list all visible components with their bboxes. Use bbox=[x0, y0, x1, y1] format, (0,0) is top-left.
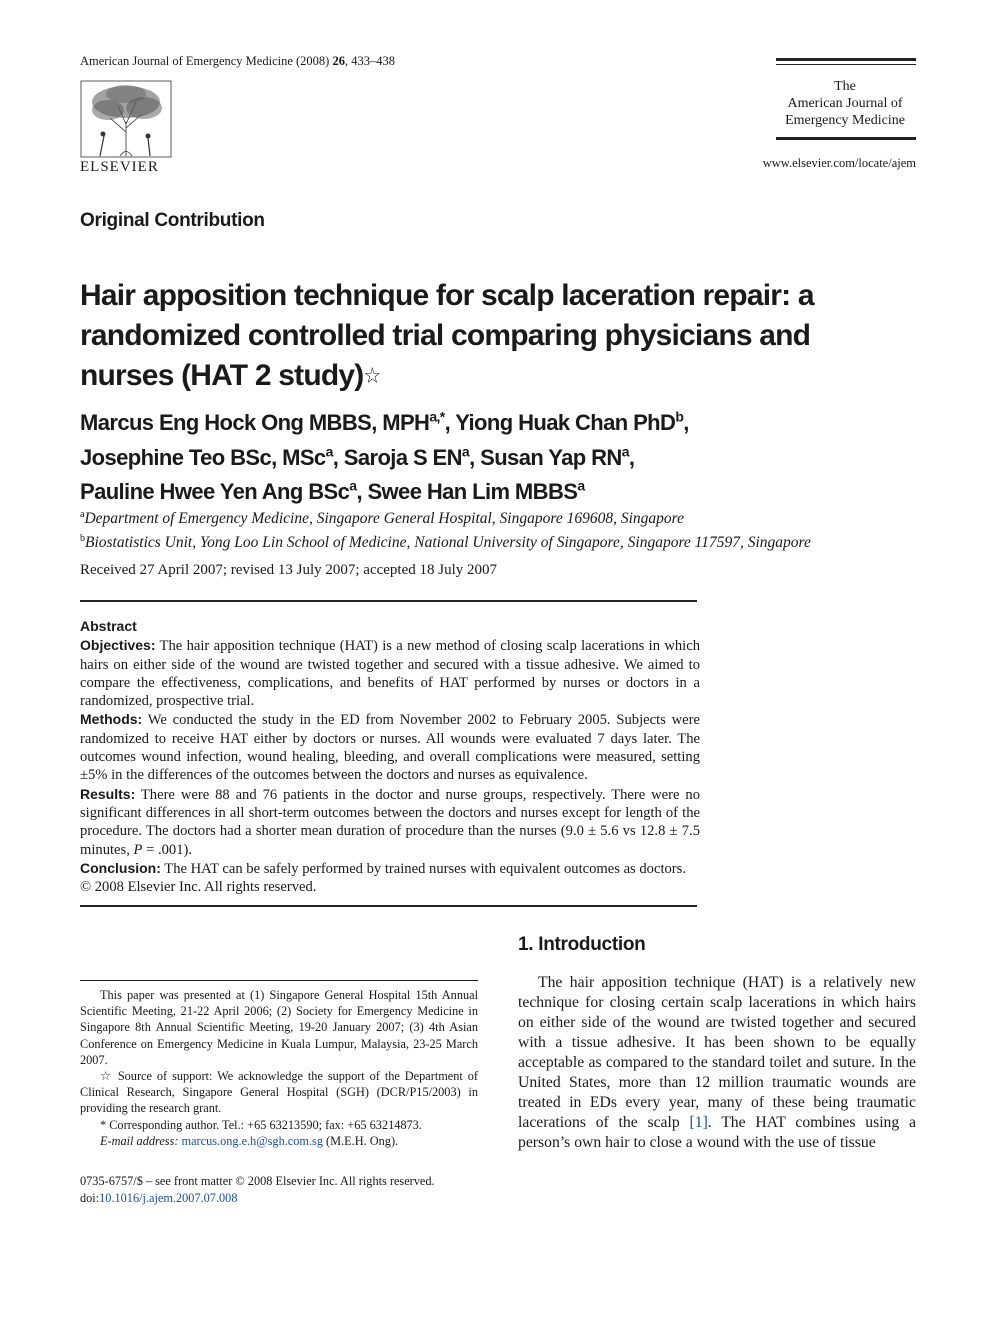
author: Yiong Huak Chan PhD$^b$, bbox=[455, 409, 689, 436]
article-title-text: Hair apposition technique for scalp laceration repair: a randomized controlled trial comparing physicians and nurses (HAT 2 study) bbox=[80, 279, 814, 392]
reference-link[interactable]: [1] bbox=[689, 1114, 708, 1131]
star-icon: ☆ bbox=[100, 1069, 113, 1084]
article-title bbox=[80, 276, 900, 396]
affiliation: $^a$Department of Emergency Medicine, Singapore General Hospital, Singapore 169608, Singapore bbox=[80, 509, 684, 528]
elsevier-tree-icon bbox=[80, 80, 172, 158]
footnotes bbox=[80, 980, 478, 1149]
header-rule bbox=[776, 64, 916, 65]
header-rule bbox=[776, 58, 916, 61]
author-affiliation-mark[interactable]: b bbox=[675, 409, 684, 425]
author-affiliation-mark[interactable]: a bbox=[325, 443, 333, 460]
journal-url[interactable]: www.elsevier.com/locate/ajem bbox=[762, 156, 916, 170]
author: Josephine Teo BSc, MSc$^a$, bbox=[80, 443, 344, 470]
elsevier-logo bbox=[80, 80, 172, 176]
title-footnote-star-icon[interactable]: ☆ bbox=[363, 363, 381, 388]
abstract bbox=[80, 617, 700, 896]
author-affiliation-mark[interactable]: a bbox=[577, 477, 585, 494]
article-type: Original Contribution bbox=[80, 210, 265, 231]
front-matter bbox=[80, 1173, 500, 1207]
journal-name: The American Journal of Emergency Medicine bbox=[785, 79, 905, 128]
author-affiliation-mark[interactable]: a bbox=[461, 443, 470, 460]
author-affiliation-mark[interactable]: a bbox=[349, 477, 357, 494]
abstract-rule bbox=[80, 905, 697, 907]
journal-citation bbox=[80, 54, 395, 69]
author-list bbox=[80, 403, 900, 506]
abstract-methods: Methods: We conducted the study in the ED from November 2002 to February 2005. Subjects were randomized to receive HAT either by doctors or nurses. All wounds were evaluated 7 days later. The outcomes wound infection, wound healing, bleeding, and overall complications were measured, setting ±5% in the differences of the outcomes between the doctors and nurses as equivalence. bbox=[80, 711, 700, 784]
issn-line: 0735-6757/$ – see front matter © 2008 Elsevier Inc. All rights reserved. bbox=[80, 1174, 435, 1188]
author-affiliation-mark[interactable]: a bbox=[621, 443, 629, 460]
footnote-support: ☆ Source of support: We acknowledge the support of the Department of Clinical Research, Singapore General Hospital (SGH) (DCR/P15/2003) in providing the research grant. bbox=[80, 1069, 478, 1116]
author: Pauline Hwee Yen Ang BSc$^a$, bbox=[80, 477, 368, 504]
footnote-presented: This paper was presented at (1) Singapore General Hospital 15th Annual Scientific Meeting, 21-22 April 2006; (2) Society for Emergency Medicine in Singapore 8th Annual Scientific Meeting, 19-20 January 2007; (3) 4th Asian Conference on Emergency Medicine in Kuala Lumpur, Malaysia, 23-25 March 2007. bbox=[80, 988, 478, 1067]
journal-pages: , 433–438 bbox=[344, 54, 395, 68]
journal-ref-prefix: American Journal of Emergency Medicine (2008) bbox=[80, 54, 333, 68]
email-link[interactable]: marcus.ong.e.h@sgh.com.sg bbox=[181, 1133, 323, 1148]
abstract-results: Results: There were 88 and 76 patients in the doctor and nurse groups, respectively. There were no significant differences in all short-term outcomes between the doctors and nurses except for length of the procedure. The doctors had a shorter mean duration of procedure than the nurses (9.0 ± 5.6 vs 12.8 ± 7.5 minutes, P = .001). bbox=[80, 785, 700, 858]
footnote-email: E-mail address: marcus.ong.e.h@sgh.com.sg (M.E.H. Ong). bbox=[100, 1133, 399, 1148]
publisher-name: ELSEVIER bbox=[80, 159, 159, 175]
abstract-heading: Abstract bbox=[80, 618, 137, 634]
author: Marcus Eng Hock Ong MBBS, $MPH^{a,*}$, bbox=[80, 409, 456, 436]
abstract-rule bbox=[80, 600, 697, 602]
article-dates: Received 27 April 2007; revised 13 July 2007; accepted 18 July 2007 bbox=[80, 562, 498, 578]
header-rule bbox=[776, 137, 916, 140]
journal-volume: 26 bbox=[332, 54, 345, 68]
doi-line: doi:10.1016/j.ajem.2007.07.008 bbox=[80, 1191, 238, 1205]
affiliation: $^b$Biostatistics Unit, Yong Loo Lin School of Medicine, National University of Singapore, Singapore 117597, Singapore bbox=[80, 533, 811, 552]
author: Saroja S $EN^a$, bbox=[343, 443, 481, 470]
abstract-copyright: © 2008 Elsevier Inc. All rights reserved. bbox=[80, 879, 317, 896]
author-affiliation-mark[interactable]: a,* bbox=[429, 409, 445, 425]
affiliations bbox=[80, 505, 930, 553]
author: Swee Han Lim MBBS$^a$ bbox=[367, 477, 585, 504]
abstract-objectives: Objectives: The hair apposition technique (HAT) is a new method of closing scalp lacerations in which hairs on either side of the wound are twisted together and secured with a tissue adhesive. We aimed to compare the effectiveness, complications, and benefits of HAT performed by nurses or doctors in a randomized, prospective trial. bbox=[80, 637, 700, 710]
author: Susan Yap $RN^a$, bbox=[480, 443, 635, 470]
introduction-paragraph: The hair apposition technique (HAT) is a relatively new technique for closing certain scalp lacerations in which hairs on either side of the wound are twisted together and secured with a tissue adhesive. It has been shown to be equally acceptable as compared to the standard toilet and suture. In the United States, more than 12 million traumatic wounds are treated in EDs every year, many of these being traumatic lacerations of the scalp [1]. The HAT combines using a person’s own hair to close a wound with the use of tissue bbox=[518, 974, 916, 1151]
doi-link[interactable]: 10.1016/j.ajem.2007.07.008 bbox=[99, 1191, 238, 1205]
section-heading-introduction: 1. Introduction bbox=[518, 934, 646, 955]
footnote-corresponding: * Corresponding author. Tel.: +65 63213590; fax: +65 63214873. bbox=[100, 1117, 422, 1132]
abstract-conclusion: Conclusion: The HAT can be safely performed by trained nurses with equivalent outcomes as doctors. bbox=[80, 859, 686, 877]
